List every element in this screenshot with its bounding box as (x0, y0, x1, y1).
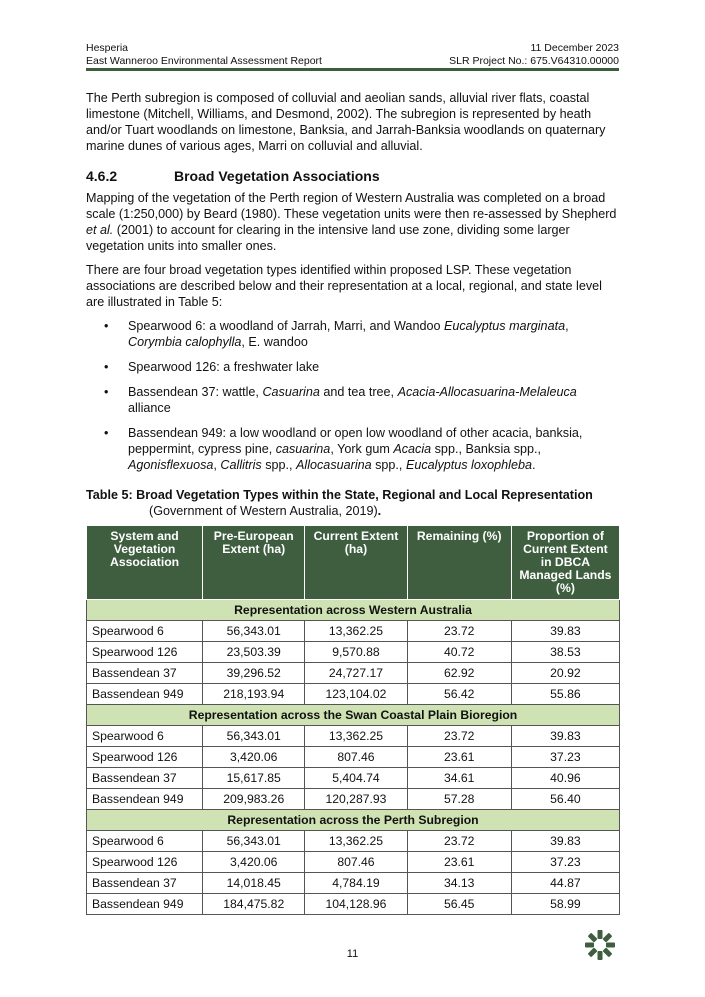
table-cell: 23.72 (407, 726, 511, 747)
table-caption: Table 5: Broad Vegetation Types within the State, Regional and Local Representation (Government of Western Australia, 2019). (86, 488, 593, 518)
table-body (87, 600, 620, 915)
table-section-row (87, 705, 620, 726)
table-cell: 44.87 (511, 873, 619, 894)
header-report-title: East Wanneroo Environmental Assessment Report (86, 55, 322, 67)
table-cell: Spearwood 6 (87, 726, 203, 747)
table-section-title: Representation across the Perth Subregion (87, 810, 620, 831)
table-caption-title: Table 5: Broad Vegetation Types within the State, Regional and Local Representation (86, 488, 593, 502)
column-header: Current Extent (ha) (305, 526, 407, 600)
list-item: • Spearwood 6: a woodland of Jarrah, Marri, and Wandoo Eucalyptus marginata, Corymbia calophylla, E. wandoo (104, 319, 569, 349)
bullet-icon: • (104, 385, 109, 399)
table-cell: Bassendean 949 (87, 894, 203, 915)
page-header (86, 42, 619, 68)
table-cell: 807.46 (305, 852, 407, 873)
table-row (87, 894, 620, 915)
table-cell: 3,420.06 (203, 852, 305, 873)
vegetation-table (86, 525, 620, 915)
table-cell: 23.72 (407, 621, 511, 642)
table-cell: 123,104.02 (305, 684, 407, 705)
table-cell: 4,784.19 (305, 873, 407, 894)
table-row (87, 789, 620, 810)
table-cell: 39.83 (511, 831, 619, 852)
table-cell: Spearwood 126 (87, 852, 203, 873)
bullet-icon: • (104, 426, 109, 440)
slr-starburst-icon (583, 928, 617, 962)
section-title: Broad Vegetation Associations (174, 168, 380, 184)
vegetation-list (86, 318, 619, 473)
table-cell: 13,362.25 (305, 831, 407, 852)
table-cell: 56.40 (511, 789, 619, 810)
table-row (87, 831, 620, 852)
table-header-row (87, 526, 620, 600)
header-date: 11 December 2023 (530, 42, 619, 54)
list-item: • Bassendean 37: wattle, Casuarina and tea tree, Acacia-Allocasuarina-Melaleuca alliance (104, 385, 577, 415)
table-cell: 57.28 (407, 789, 511, 810)
table-cell: 14,018.45 (203, 873, 305, 894)
table-cell: 56,343.01 (203, 621, 305, 642)
table-row (87, 684, 620, 705)
column-header: Proportion of Current Extent in DBCA Managed Lands (%) (511, 526, 619, 600)
table-cell: Spearwood 6 (87, 621, 203, 642)
table-row (87, 747, 620, 768)
table-cell: 15,617.85 (203, 768, 305, 789)
table-cell: 39.83 (511, 621, 619, 642)
table-cell: 62.92 (407, 663, 511, 684)
table-cell: 34.61 (407, 768, 511, 789)
table-cell: 40.72 (407, 642, 511, 663)
page-content (86, 90, 619, 915)
table-cell: Spearwood 6 (87, 831, 203, 852)
table-cell: 24,727.17 (305, 663, 407, 684)
list-item: • Spearwood 126: a freshwater lake (104, 360, 320, 374)
table-cell: 56,343.01 (203, 831, 305, 852)
column-header: Remaining (%) (407, 526, 511, 600)
table-row (87, 726, 620, 747)
bullet-icon: • (104, 360, 109, 374)
table-cell: 209,983.26 (203, 789, 305, 810)
table-cell: 3,420.06 (203, 747, 305, 768)
table-cell: 120,287.93 (305, 789, 407, 810)
header-divider (86, 68, 619, 71)
header-project-number: SLR Project No.: 675.V64310.00000 (449, 55, 619, 67)
table-cell: 58.99 (511, 894, 619, 915)
table-cell: 37.23 (511, 747, 619, 768)
table-cell: 39.83 (511, 726, 619, 747)
table-cell: 23.61 (407, 852, 511, 873)
mapping-paragraph: Mapping of the vegetation of the Perth region of Western Australia was completed on a broad scale (1:250,000) by Beard (1980). These vegetation units were then re-assessed by Shepherd et al. (2001) to account for clearing in the intensive land use zone, dividing some larger vegetation units into smaller ones. (86, 191, 617, 253)
table-cell: Bassendean 949 (87, 789, 203, 810)
table-cell: 23,503.39 (203, 642, 305, 663)
table-cell: Bassendean 949 (87, 684, 203, 705)
table-row (87, 663, 620, 684)
table-cell: 38.53 (511, 642, 619, 663)
table-cell: 807.46 (305, 747, 407, 768)
column-header: System and Vegetation Association (87, 526, 203, 600)
table-cell: 37.23 (511, 852, 619, 873)
bullet-icon: • (104, 319, 109, 333)
table-row (87, 873, 620, 894)
table-cell: 23.72 (407, 831, 511, 852)
table-cell: 34.13 (407, 873, 511, 894)
section-number: 4.6.2 (86, 168, 118, 184)
table-row (87, 852, 620, 873)
table-cell: 20.92 (511, 663, 619, 684)
intro-paragraph: The Perth subregion is composed of colluvial and aeolian sands, alluvial river flats, coastal limestone (Mitchell, Williams, and Desmond, 2002). The subregion is represented by heath and/or Tuart woodlands on limestone, Banksia, and Jarrah-Banksia woodlands on quaternary marine dunes of various ages, Marri on colluvial and alluvial. (86, 91, 606, 153)
table-row (87, 768, 620, 789)
table-cell: Bassendean 37 (87, 663, 203, 684)
table-cell: 23.61 (407, 747, 511, 768)
list-item: • Bassendean 949: a low woodland or open low woodland of other acacia, banksia, peppermint, cypress pine, casuarina, York gum Acacia spp., Banksia spp., Agonisflexuosa, Callitris spp., Allocasuarina spp., Eucalyptus loxophleba. (104, 426, 583, 472)
header-client: Hesperia (86, 42, 129, 54)
table-cell: Bassendean 37 (87, 873, 203, 894)
table-section-row (87, 600, 620, 621)
table-cell: 56.45 (407, 894, 511, 915)
table-section-title: Representation across the Swan Coastal Plain Bioregion (87, 705, 620, 726)
table-cell: 184,475.82 (203, 894, 305, 915)
table-cell: 13,362.25 (305, 726, 407, 747)
table-cell: 39,296.52 (203, 663, 305, 684)
page-number: 11 (346, 948, 359, 960)
table-caption-source: (Government of Western Australia, 2019) (149, 504, 378, 518)
column-header: Pre-European Extent (ha) (203, 526, 305, 600)
section-heading (86, 168, 619, 184)
table-cell: 40.96 (511, 768, 619, 789)
table-cell: 56,343.01 (203, 726, 305, 747)
table-cell: 55.86 (511, 684, 619, 705)
table-cell: 13,362.25 (305, 621, 407, 642)
table-cell: 104,128.96 (305, 894, 407, 915)
table-cell: 5,404.74 (305, 768, 407, 789)
types-paragraph: There are four broad vegetation types identified within proposed LSP. These vegetation associations are described below and their representation at a local, regional, and state level are illustrated in Table 5: (86, 263, 602, 309)
table-cell: 218,193.94 (203, 684, 305, 705)
table-cell: Spearwood 126 (87, 642, 203, 663)
table-cell: Spearwood 126 (87, 747, 203, 768)
table-cell: 56.42 (407, 684, 511, 705)
table-section-title: Representation across Western Australia (87, 600, 620, 621)
table-row (87, 621, 620, 642)
table-row (87, 642, 620, 663)
table-section-row (87, 810, 620, 831)
table-cell: 9,570.88 (305, 642, 407, 663)
table-cell: Bassendean 37 (87, 768, 203, 789)
